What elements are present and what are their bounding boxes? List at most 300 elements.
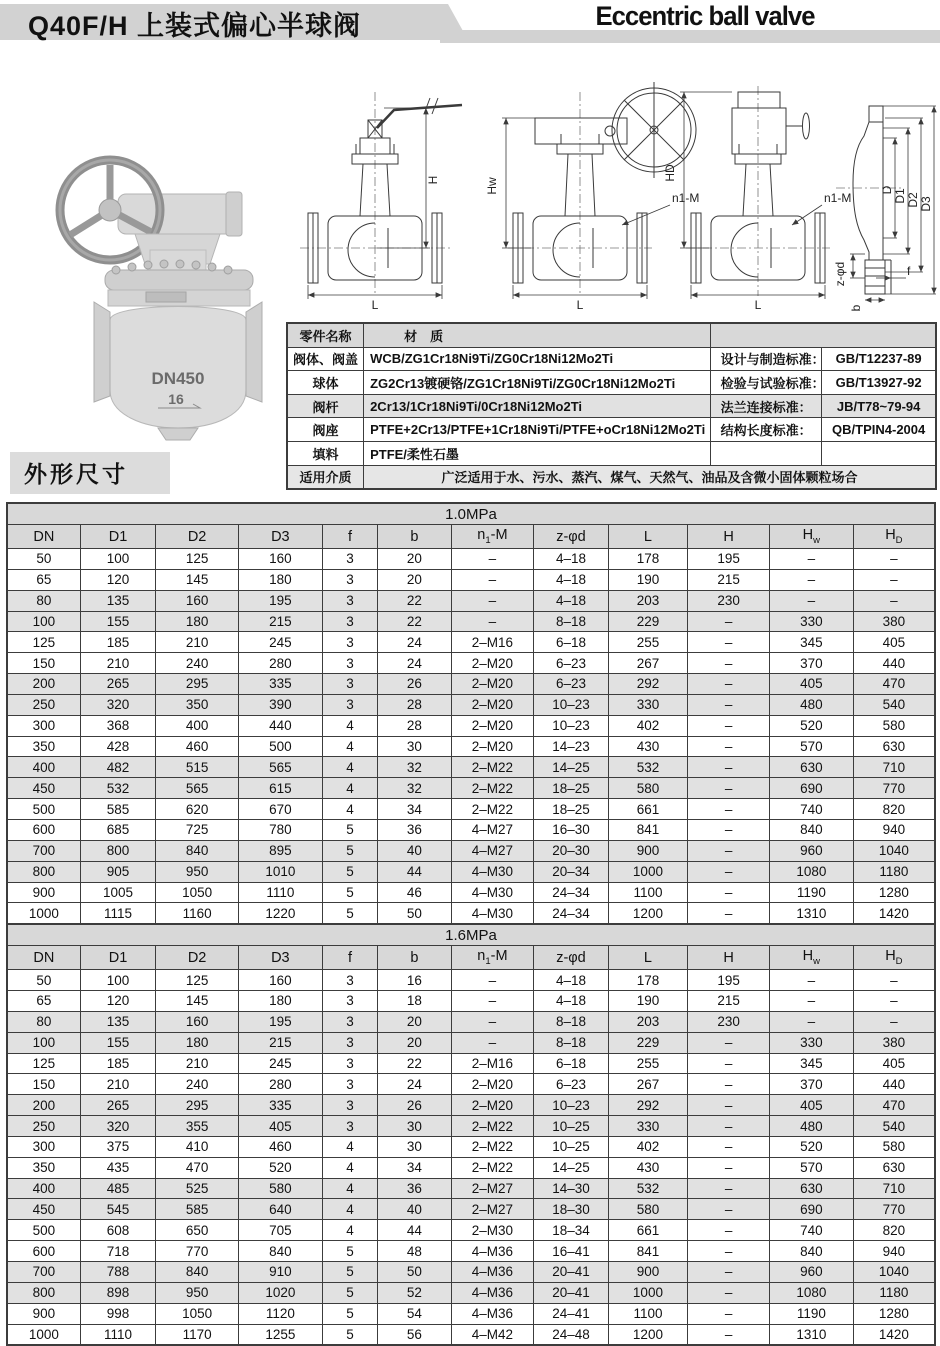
dimension-cell: –: [451, 569, 534, 590]
dimension-cell: 1020: [238, 1282, 322, 1303]
photo-marking-dn: DN450: [151, 369, 205, 388]
dimension-cell: 580: [608, 1199, 688, 1220]
photo-marking-pn: 16: [168, 391, 184, 407]
dimension-cell: 18–34: [534, 1220, 608, 1241]
dimension-cell: –: [769, 1011, 853, 1032]
dimension-cell: 570: [769, 1157, 853, 1178]
dimension-cell: 292: [608, 1095, 688, 1116]
dimension-cell: –: [769, 549, 853, 570]
dimension-cell: 1280: [853, 882, 935, 903]
dimension-cell: 250: [7, 694, 80, 715]
column-header: D1: [80, 525, 155, 549]
dimension-cell: 280: [238, 1074, 322, 1095]
dimension-cell: 229: [608, 611, 688, 632]
dimension-cell: 190: [608, 991, 688, 1012]
dimension-cell: 1115: [80, 903, 155, 924]
drawing-flange-section: [833, 106, 936, 311]
dimension-cell: 620: [156, 799, 239, 820]
dimension-cell: –: [688, 1136, 770, 1157]
dimension-cell: 661: [608, 1220, 688, 1241]
dimension-cell: 150: [7, 653, 80, 674]
dimension-cell: 10–23: [534, 694, 608, 715]
dimension-cell: 440: [853, 1074, 935, 1095]
table-row: [287, 441, 936, 465]
table-row: [7, 632, 935, 653]
part-material: ZG2Cr13镀硬铬/ZG1Cr18Ni9Ti/ZG0Cr18Ni12Mo2Ti: [364, 371, 711, 395]
dimension-cell: 20: [378, 549, 451, 570]
dimension-cell: 267: [608, 1074, 688, 1095]
dimension-cell: 46: [378, 882, 451, 903]
dimension-cell: 50: [7, 549, 80, 570]
dimension-cell: 100: [80, 549, 155, 570]
dimension-cell: –: [688, 1053, 770, 1074]
dimension-cell: –: [853, 991, 935, 1012]
dimension-cell: 4–M36: [451, 1241, 534, 1262]
table-row: [7, 1157, 935, 1178]
dimension-cell: 1120: [238, 1303, 322, 1324]
dimension-cell: 940: [853, 819, 935, 840]
dim-label-l3: L: [754, 298, 762, 312]
dimension-cell: 160: [238, 549, 322, 570]
standard-value: QB/TPIN4-2004: [822, 418, 936, 442]
dimension-cell: –: [688, 799, 770, 820]
dimension-cell: –: [688, 1303, 770, 1324]
dimension-cell: –: [853, 970, 935, 991]
dimension-cell: 565: [156, 778, 239, 799]
dimension-cell: 3: [322, 970, 378, 991]
column-header: $H_w$: [769, 946, 853, 970]
dimension-cell: 22: [378, 590, 451, 611]
dimension-cell: 380: [853, 611, 935, 632]
dimension-cell: –: [853, 1011, 935, 1032]
dimension-cell: 661: [608, 799, 688, 820]
column-header: L: [608, 946, 688, 970]
dimension-cell: –: [688, 653, 770, 674]
part-material: PTFE/柔性石墨: [364, 441, 711, 465]
dimension-cell: 500: [7, 799, 80, 820]
dimension-cell: 255: [608, 632, 688, 653]
dimension-cell: 80: [7, 590, 80, 611]
dimension-cell: 600: [7, 819, 80, 840]
dimension-cell: 520: [238, 1157, 322, 1178]
column-header: $H_D$: [853, 946, 935, 970]
dimension-cell: 580: [608, 778, 688, 799]
dimension-cell: 500: [7, 1220, 80, 1241]
dimension-cell: 1040: [853, 840, 935, 861]
column-header: f: [322, 525, 378, 549]
dimension-table-1.6mpa: [6, 923, 936, 1346]
dimension-cell: 4: [322, 757, 378, 778]
media-value: 广泛适用于水、污水、蒸汽、煤气、天然气、油品及含微小固体颗粒场合: [364, 465, 936, 489]
table-row: [7, 970, 935, 991]
dimension-cell: 4–M30: [451, 861, 534, 882]
dimension-cell: 229: [608, 1032, 688, 1053]
dimension-cell: 145: [156, 569, 239, 590]
dimension-cell: 1200: [608, 903, 688, 924]
dimension-cell: 370: [769, 1074, 853, 1095]
dimension-cell: 125: [7, 1053, 80, 1074]
dimension-cell: 20–41: [534, 1262, 608, 1283]
dimension-cell: 195: [238, 1011, 322, 1032]
pressure-rating-title: 1.0MPa: [7, 503, 935, 525]
materials-table: [286, 322, 937, 490]
dimension-cell: 245: [238, 632, 322, 653]
dimension-cell: 640: [238, 1199, 322, 1220]
dimension-cell: 1420: [853, 1324, 935, 1345]
table-row: [7, 1136, 935, 1157]
dimension-cell: 4: [322, 736, 378, 757]
dimension-cell: 350: [156, 694, 239, 715]
dimension-cell: 210: [156, 1053, 239, 1074]
dimension-cell: 178: [608, 549, 688, 570]
dimension-cell: 44: [378, 1220, 451, 1241]
dimension-cell: 788: [80, 1262, 155, 1283]
column-header: $n_1-M$: [451, 946, 534, 970]
dimension-cell: 435: [80, 1157, 155, 1178]
dimension-cell: –: [688, 715, 770, 736]
dimension-cell: 3: [322, 653, 378, 674]
bolt-label-1: n1-M: [672, 191, 700, 205]
dimension-cell: 6–23: [534, 653, 608, 674]
dimension-cell: 10–25: [534, 1136, 608, 1157]
dimension-cell: 125: [156, 549, 239, 570]
technical-drawings: [280, 78, 940, 320]
dimension-cell: 185: [80, 1053, 155, 1074]
dimension-cell: 2–M22: [451, 1157, 534, 1178]
part-material: WCB/ZG1Cr18Ni9Ti/ZG0Cr18Ni12Mo2Ti: [364, 347, 711, 371]
column-header: f: [322, 946, 378, 970]
dimension-cell: 250: [7, 1116, 80, 1137]
column-header: DN: [7, 525, 80, 549]
dimension-cell: –: [688, 1116, 770, 1137]
dimension-cell: 230: [688, 590, 770, 611]
dimension-cell: 405: [853, 1053, 935, 1074]
dimension-cell: 580: [853, 1136, 935, 1157]
table-row: [7, 1324, 935, 1345]
materials-header-empty: [710, 323, 936, 347]
dimension-cell: 440: [853, 653, 935, 674]
materials-header-row: [287, 323, 936, 347]
dimension-cell: 330: [769, 1032, 853, 1053]
column-header: z-φd: [534, 946, 608, 970]
dimension-cell: 1255: [238, 1324, 322, 1345]
table-row: [7, 611, 935, 632]
column-header-row: [7, 946, 935, 970]
dimension-cell: 265: [80, 674, 155, 695]
dimension-cell: 4–18: [534, 590, 608, 611]
dimension-cell: 185: [80, 632, 155, 653]
dimension-cell: 24–48: [534, 1324, 608, 1345]
page-title-chinese: Q40F/H 上装式偏心半球阀: [28, 11, 362, 41]
column-header-row: [7, 525, 935, 549]
column-header: $n_1-M$: [451, 525, 534, 549]
dimension-cell: 4: [322, 778, 378, 799]
dimension-cell: 460: [156, 736, 239, 757]
dimension-cell: 5: [322, 1262, 378, 1283]
table-row: [287, 418, 936, 442]
column-header: z-φd: [534, 525, 608, 549]
dimension-cell: 20–34: [534, 861, 608, 882]
dimension-cell: 710: [853, 1178, 935, 1199]
dimension-cell: 1000: [608, 861, 688, 882]
dimension-cell: 135: [80, 1011, 155, 1032]
dimension-cell: 670: [238, 799, 322, 820]
dimension-cell: 410: [156, 1136, 239, 1157]
dimension-cell: 56: [378, 1324, 451, 1345]
table-row: [7, 861, 935, 882]
dimension-cell: 1310: [769, 903, 853, 924]
dimension-cell: 20: [378, 1011, 451, 1032]
dimension-cell: 2–M22: [451, 757, 534, 778]
dimension-cell: 160: [238, 970, 322, 991]
dimension-cell: 405: [769, 1095, 853, 1116]
dimension-cell: 780: [238, 819, 322, 840]
drawing-lever-valve: [300, 92, 462, 312]
table-row: [7, 1220, 935, 1241]
dimension-cell: 1160: [156, 903, 239, 924]
table-row: [7, 1178, 935, 1199]
table-row: [7, 1011, 935, 1032]
dimension-cell: 203: [608, 1011, 688, 1032]
dimension-cell: 355: [156, 1116, 239, 1137]
dimension-cell: 4–M36: [451, 1303, 534, 1324]
dimension-cell: 5: [322, 882, 378, 903]
dimension-cell: 3: [322, 1032, 378, 1053]
dimension-cell: 10–23: [534, 1095, 608, 1116]
dimension-cell: 280: [238, 653, 322, 674]
dimension-cell: 195: [688, 970, 770, 991]
dimension-cell: 267: [608, 653, 688, 674]
column-header: D3: [238, 525, 322, 549]
dimension-cell: –: [853, 569, 935, 590]
dimension-cell: 14–25: [534, 757, 608, 778]
dimension-cell: 230: [688, 1011, 770, 1032]
dimension-cell: 800: [7, 861, 80, 882]
dimension-cell: 4: [322, 1157, 378, 1178]
dimension-cell: 2–M22: [451, 799, 534, 820]
dimension-cell: 470: [853, 1095, 935, 1116]
dimension-cell: 190: [608, 569, 688, 590]
dimension-cell: 300: [7, 1136, 80, 1157]
dimension-cell: 320: [80, 694, 155, 715]
dimension-tables: [6, 502, 936, 1346]
table-row: [7, 1262, 935, 1283]
dimension-cell: 4–M27: [451, 840, 534, 861]
dimension-cell: 532: [80, 778, 155, 799]
column-header: b: [378, 525, 451, 549]
dimension-cell: 820: [853, 1220, 935, 1241]
dimension-cell: 345: [769, 632, 853, 653]
table-row: [7, 1116, 935, 1137]
dimension-cell: 335: [238, 674, 322, 695]
table-row: [7, 840, 935, 861]
dimension-cell: 4–M36: [451, 1282, 534, 1303]
dimension-cell: 1280: [853, 1303, 935, 1324]
dimension-cell: 2–M27: [451, 1178, 534, 1199]
table-row: [7, 778, 935, 799]
dimension-cell: 195: [688, 549, 770, 570]
part-name: 填料: [287, 441, 364, 465]
dimension-cell: 450: [7, 1199, 80, 1220]
dimension-cell: 450: [7, 778, 80, 799]
dimension-cell: –: [688, 778, 770, 799]
column-header: D1: [80, 946, 155, 970]
dimension-cell: 900: [7, 882, 80, 903]
dimension-cell: 14–25: [534, 1157, 608, 1178]
dimension-cell: –: [451, 991, 534, 1012]
dimension-cell: 215: [688, 569, 770, 590]
dimension-cell: 1180: [853, 1282, 935, 1303]
dimension-cell: 32: [378, 757, 451, 778]
dimension-cell: 20–30: [534, 840, 608, 861]
table-row: [7, 1095, 935, 1116]
dimension-cell: 5: [322, 819, 378, 840]
table-row: [287, 394, 936, 418]
dimension-cell: 600: [7, 1241, 80, 1262]
dimension-cell: 20: [378, 1032, 451, 1053]
dim-label-l1: L: [371, 298, 379, 312]
dimension-cell: 1220: [238, 903, 322, 924]
dimension-cell: 545: [80, 1199, 155, 1220]
dimension-cell: 1080: [769, 861, 853, 882]
part-name: 球体: [287, 371, 364, 395]
dimension-cell: 18–30: [534, 1199, 608, 1220]
dimension-cell: 1200: [608, 1324, 688, 1345]
dimension-cell: –: [688, 1324, 770, 1345]
dimension-cell: –: [688, 840, 770, 861]
dimension-cell: 470: [156, 1157, 239, 1178]
dimension-cell: –: [688, 757, 770, 778]
dimension-cell: 3: [322, 1011, 378, 1032]
dimension-cell: 22: [378, 611, 451, 632]
dimension-cell: 375: [80, 1136, 155, 1157]
dimension-cell: 350: [7, 736, 80, 757]
dimension-cell: 402: [608, 1136, 688, 1157]
dimension-cell: 215: [688, 991, 770, 1012]
dimension-cell: 150: [7, 1074, 80, 1095]
dimension-cell: 210: [80, 1074, 155, 1095]
dimension-cell: 540: [853, 694, 935, 715]
dimension-cell: 330: [769, 611, 853, 632]
dimension-cell: 2–M16: [451, 1053, 534, 1074]
dimension-cell: 300: [7, 715, 80, 736]
dimension-cell: 34: [378, 1157, 451, 1178]
dimension-cell: 515: [156, 757, 239, 778]
dimension-cell: 1310: [769, 1324, 853, 1345]
materials-col-material: 材 质: [364, 323, 711, 347]
dim-label-hw: Hw: [485, 177, 499, 195]
dimension-cell: 402: [608, 715, 688, 736]
dimension-cell: 725: [156, 819, 239, 840]
dimension-cell: 608: [80, 1220, 155, 1241]
column-header: L: [608, 525, 688, 549]
dimension-cell: –: [688, 1074, 770, 1095]
dimension-cell: 120: [80, 991, 155, 1012]
dimension-cell: 4–18: [534, 569, 608, 590]
dimension-cell: –: [688, 1095, 770, 1116]
dimension-cell: 36: [378, 1178, 451, 1199]
dimension-cell: 1040: [853, 1262, 935, 1283]
dimension-cell: 100: [7, 1032, 80, 1053]
column-header: $H_w$: [769, 525, 853, 549]
dimension-cell: 18: [378, 991, 451, 1012]
table-row: [7, 1032, 935, 1053]
dimension-cell: 335: [238, 1095, 322, 1116]
dimension-cell: 740: [769, 799, 853, 820]
column-header: H: [688, 946, 770, 970]
dimension-cell: 265: [80, 1095, 155, 1116]
dim-label-hd: HD: [663, 164, 677, 182]
dimension-cell: 30: [378, 736, 451, 757]
dimension-cell: 160: [156, 1011, 239, 1032]
media-row: [287, 465, 936, 489]
dimension-cell: 160: [156, 590, 239, 611]
dimension-cell: 1000: [608, 1282, 688, 1303]
dimension-cell: 895: [238, 840, 322, 861]
dimension-cell: –: [769, 991, 853, 1012]
column-header: D2: [156, 946, 239, 970]
table-row: [7, 819, 935, 840]
dimension-cell: 2–M20: [451, 736, 534, 757]
table-row: [7, 1303, 935, 1324]
dimension-cell: 8–18: [534, 1011, 608, 1032]
table-row: [7, 757, 935, 778]
dimension-cell: 16–30: [534, 819, 608, 840]
dimension-cell: 1190: [769, 882, 853, 903]
dimension-cell: 940: [853, 1241, 935, 1262]
dimension-cell: 580: [238, 1178, 322, 1199]
dimension-cell: 1110: [80, 1324, 155, 1345]
dimension-cell: 3: [322, 632, 378, 653]
dimension-cell: 1100: [608, 882, 688, 903]
dimension-cell: –: [451, 1032, 534, 1053]
dimension-cell: 690: [769, 1199, 853, 1220]
dimension-cell: 50: [378, 1262, 451, 1283]
dimension-cell: 6–18: [534, 632, 608, 653]
dimension-cell: 400: [7, 757, 80, 778]
dimension-cell: 380: [853, 1032, 935, 1053]
dimension-cell: 240: [156, 653, 239, 674]
dimension-cell: 405: [769, 674, 853, 695]
dimension-cell: 705: [238, 1220, 322, 1241]
dimension-cell: 1050: [156, 1303, 239, 1324]
dimension-cell: 520: [769, 1136, 853, 1157]
part-material: 2Cr13/1Cr18Ni9Ti/0Cr18Ni12Mo2Ti: [364, 394, 711, 418]
dimension-cell: 200: [7, 674, 80, 695]
dimension-cell: 4–18: [534, 970, 608, 991]
dimension-cell: 1100: [608, 1303, 688, 1324]
table-row: [7, 1199, 935, 1220]
dimension-cell: 18–25: [534, 778, 608, 799]
dimension-cell: 40: [378, 1199, 451, 1220]
dimension-cell: 4–M27: [451, 819, 534, 840]
dimension-cell: 770: [853, 778, 935, 799]
dimension-cell: –: [688, 674, 770, 695]
table-row: [7, 653, 935, 674]
dimension-cell: 125: [7, 632, 80, 653]
dimension-cell: 4: [322, 715, 378, 736]
dimension-cell: 4–18: [534, 991, 608, 1012]
dimension-cell: 500: [238, 736, 322, 757]
standard-value: GB/T13927-92: [822, 371, 936, 395]
dimension-cell: 950: [156, 1282, 239, 1303]
dimension-cell: 3: [322, 611, 378, 632]
dimension-cell: –: [688, 882, 770, 903]
dimension-cell: 740: [769, 1220, 853, 1241]
column-header: D3: [238, 946, 322, 970]
drawing-handwheel-valve: [485, 82, 699, 312]
dimension-cell: 5: [322, 861, 378, 882]
